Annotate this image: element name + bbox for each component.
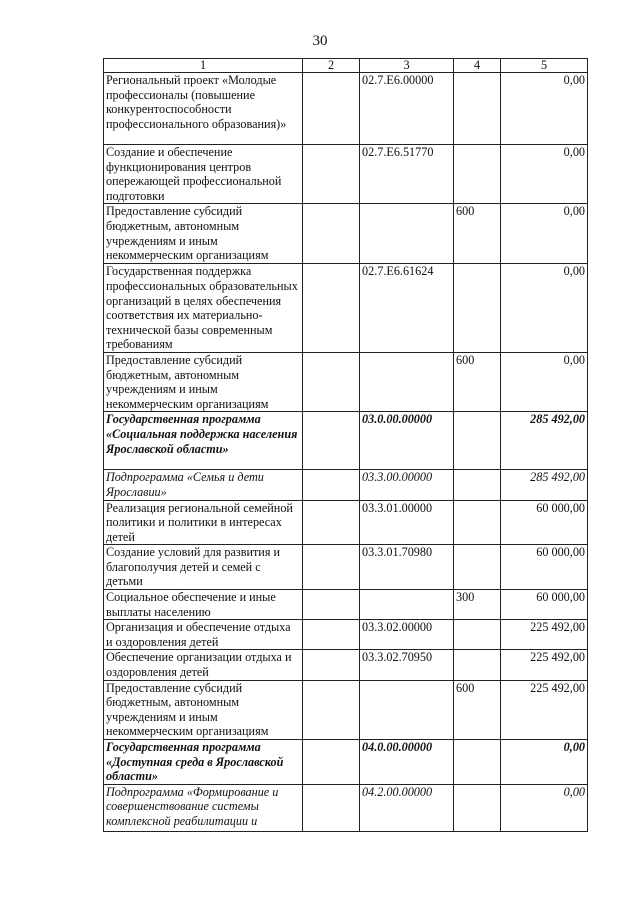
row-type (454, 784, 501, 831)
row-col2 (303, 620, 360, 650)
row-col2 (303, 352, 360, 411)
table-row-subprogram (104, 784, 588, 831)
row-name: Предоставление субсидий бюджетным, автономным учреждениям и иным некоммерческим организациям (104, 204, 303, 264)
row-name: Предоставление субсидий бюджетным, автономным учреждениям и иным некоммерческим организациям (104, 680, 303, 739)
row-amount: 0,00 (501, 352, 588, 411)
row-code (360, 352, 454, 411)
table-row-subprogram (104, 470, 588, 500)
row-name: Предоставление субсидий бюджетным, автономным учреждениям и иным некоммерческим организациям (104, 352, 303, 411)
row-col2 (303, 590, 360, 620)
row-type (454, 412, 501, 470)
row-type: 600 (454, 352, 501, 411)
row-amount: 0,00 (501, 264, 588, 353)
row-col2 (303, 680, 360, 739)
row-name: Обеспечение организации отдыха и оздоровления детей (104, 650, 303, 680)
row-col2 (303, 740, 360, 785)
column-header: 1 (104, 59, 303, 73)
table-header-row (104, 59, 588, 73)
budget-table (103, 58, 588, 832)
row-name: Государственная программа «Доступная среда в Ярославской области» (104, 740, 303, 785)
row-amount: 0,00 (501, 73, 588, 145)
row-col2 (303, 784, 360, 831)
row-type: 600 (454, 680, 501, 739)
row-name: Организация и обеспечение отдыха и оздоровления детей (104, 620, 303, 650)
row-type: 600 (454, 204, 501, 264)
row-type (454, 470, 501, 500)
row-code: 02.7.Е6.61624 (360, 264, 454, 353)
row-type (454, 500, 501, 545)
row-col2 (303, 204, 360, 264)
row-name: Создание и обеспечение функционирования центров опережающей профессиональной подготовки (104, 145, 303, 204)
table-row (104, 545, 588, 590)
row-code (360, 590, 454, 620)
row-type (454, 545, 501, 590)
row-amount: 0,00 (501, 784, 588, 831)
column-header: 2 (303, 59, 360, 73)
row-col2 (303, 145, 360, 204)
column-header: 5 (501, 59, 588, 73)
row-col2 (303, 264, 360, 353)
row-amount: 60 000,00 (501, 590, 588, 620)
row-amount: 285 492,00 (501, 470, 588, 500)
row-amount: 60 000,00 (501, 545, 588, 590)
row-col2 (303, 545, 360, 590)
table-row (104, 650, 588, 680)
row-type (454, 264, 501, 353)
row-code (360, 204, 454, 264)
row-name: Реализация региональной семейной политики и политики в интересах детей (104, 500, 303, 545)
row-name: Подпрограмма «Семья и дети Ярославии» (104, 470, 303, 500)
row-type (454, 650, 501, 680)
row-name: Государственная программа «Социальная поддержка населения Ярославской области» (104, 412, 303, 470)
table-row-program (104, 740, 588, 785)
row-code: 02.7.Е6.51770 (360, 145, 454, 204)
row-code: 03.3.01.70980 (360, 545, 454, 590)
row-amount: 225 492,00 (501, 680, 588, 739)
page-number: 30 (312, 33, 328, 49)
row-code: 03.3.00.00000 (360, 470, 454, 500)
column-header: 3 (360, 59, 454, 73)
row-name: Государственная поддержка профессиональных образовательных организаций в целях обеспечения соответствия их материально-технической базы современным требованиям (104, 264, 303, 353)
row-amount: 60 000,00 (501, 500, 588, 545)
column-header: 4 (454, 59, 501, 73)
row-amount: 0,00 (501, 145, 588, 204)
row-name: Региональный проект «Молодые профессионалы (повышение конкурентоспособности профессионального образования)» (104, 73, 303, 145)
table-row (104, 680, 588, 739)
row-type (454, 620, 501, 650)
table-row-program (104, 412, 588, 470)
row-code: 03.3.02.70950 (360, 650, 454, 680)
row-col2 (303, 650, 360, 680)
row-type (454, 73, 501, 145)
row-col2 (303, 73, 360, 145)
table-row (104, 620, 588, 650)
row-code: 03.3.02.00000 (360, 620, 454, 650)
row-type (454, 145, 501, 204)
row-amount: 285 492,00 (501, 412, 588, 470)
row-code: 03.3.01.00000 (360, 500, 454, 545)
row-amount: 0,00 (501, 740, 588, 785)
row-code (360, 680, 454, 739)
table-row (104, 204, 588, 264)
row-type: 300 (454, 590, 501, 620)
table-row (104, 352, 588, 411)
table-row (104, 590, 588, 620)
row-amount: 225 492,00 (501, 650, 588, 680)
row-name: Создание условий для развития и благополучия детей и семей с детьми (104, 545, 303, 590)
row-amount: 225 492,00 (501, 620, 588, 650)
row-code: 02.7.Е6.00000 (360, 73, 454, 145)
row-code: 04.0.00.00000 (360, 740, 454, 785)
row-code: 03.0.00.00000 (360, 412, 454, 470)
row-col2 (303, 412, 360, 470)
row-name: Подпрограмма «Формирование и совершенствование системы комплексной реабилитации и (104, 784, 303, 831)
row-col2 (303, 500, 360, 545)
table-row (104, 500, 588, 545)
row-code: 04.2.00.00000 (360, 784, 454, 831)
table-row (104, 145, 588, 204)
row-type (454, 740, 501, 785)
row-amount: 0,00 (501, 204, 588, 264)
row-col2 (303, 470, 360, 500)
table-row (104, 73, 588, 145)
table-row (104, 264, 588, 353)
row-name: Социальное обеспечение и иные выплаты населению (104, 590, 303, 620)
